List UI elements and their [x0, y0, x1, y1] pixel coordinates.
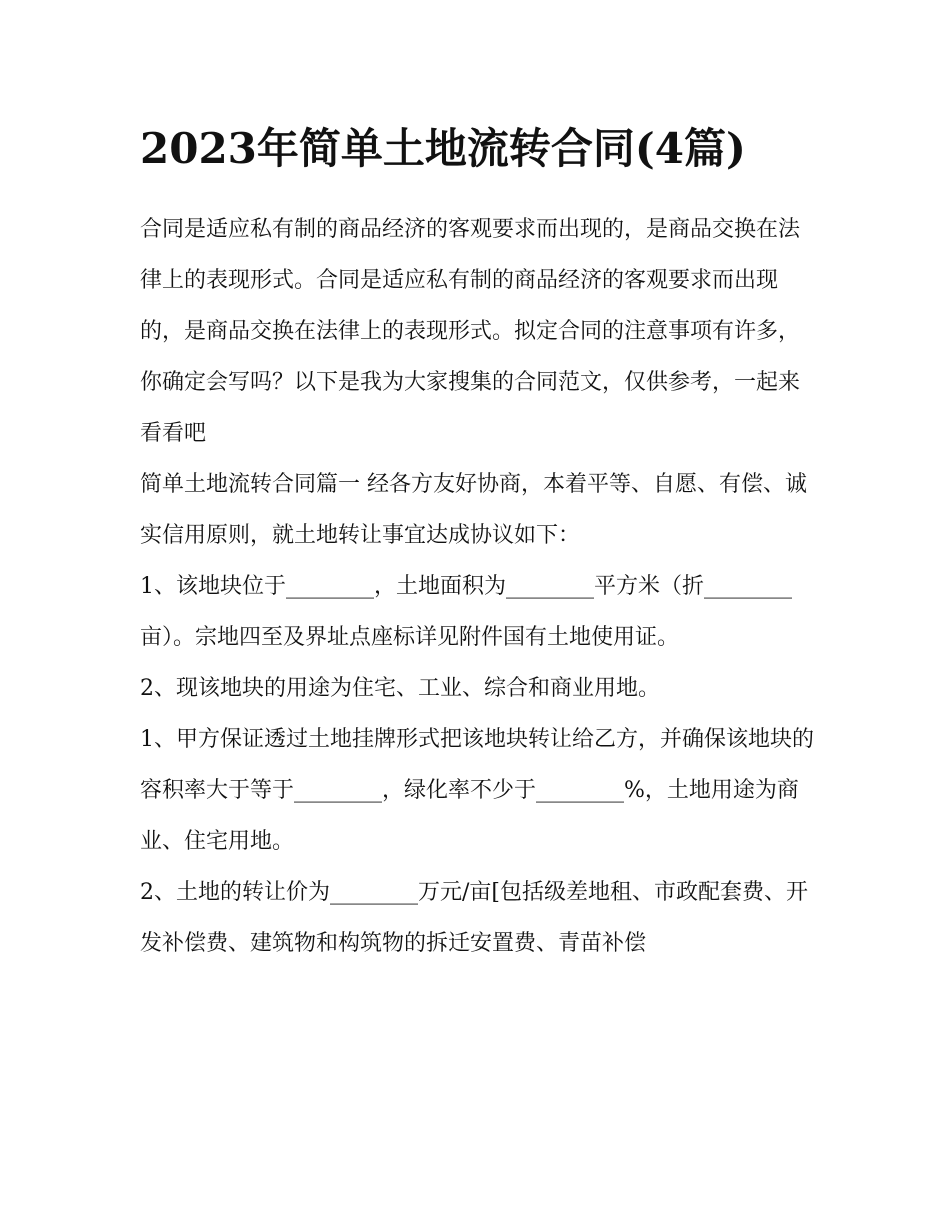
paragraph-clause-location: 1、该地块位于________，土地面积为________平方米（折________亩）。宗地四至及界址点座标详见附件国有土地使用证。 [140, 574, 792, 650]
paragraph-clause-price: 2、土地的转让价为________万元/亩[包括级差地租、市政配套费、开发补偿费、建筑物和构筑物的拆迁安置费、青苗补偿 [140, 880, 808, 956]
document-body [140, 204, 820, 969]
paragraph-intro: 合同是适应私有制的商品经济的客观要求而出现的，是商品交换在法律上的表现形式。合同是适应私有制的商品经济的客观要求而出现的，是商品交换在法律上的表现形式。拟定合同的注意事项有许多，你确定会写吗？以下是我为大家搜集的合同范文，仅供参考，一起来看看吧 [140, 217, 801, 446]
paragraph-clause-guarantee: 1、甲方保证透过土地挂牌形式把该地块转让给乙方，并确保该地块的容积率大于等于________，绿化率不少于________%，土地用途为商业、住宅用地。 [140, 727, 814, 854]
document-page [140, 112, 820, 969]
paragraph-contract-preamble: 简单土地流转合同篇一 经各方友好协商，本着平等、自愿、有偿、诚实信用原则，就土地转让事宜达成协议如下： [140, 472, 807, 548]
document-title: 2023年简单土地流转合同(4篇) [140, 124, 746, 173]
paragraph-clause-usage: 2、现该地块的用途为住宅、工业、综合和商业用地。 [140, 676, 660, 701]
